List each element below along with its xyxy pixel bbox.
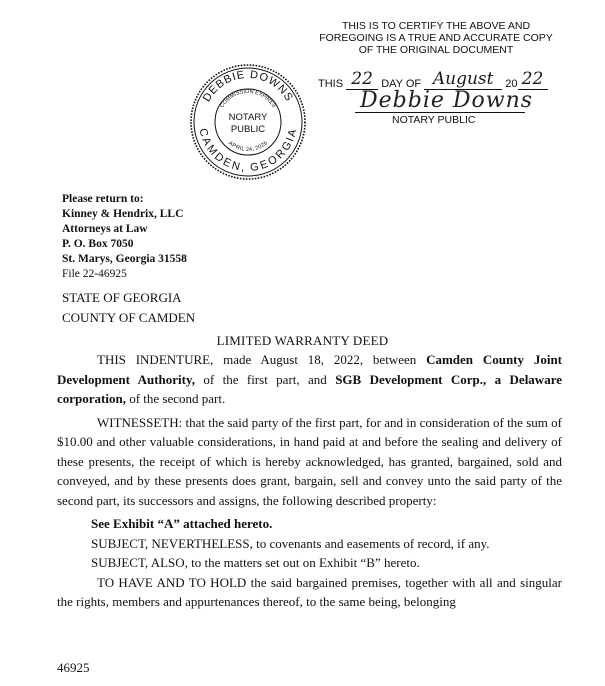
- return-address-block: [62, 192, 187, 282]
- subject-exhibit-b: SUBJECT, ALSO, to the matters set out on Exhibit “B” hereto.: [91, 555, 420, 570]
- return-firm: Kinney & Hendrix, LLC: [62, 208, 184, 220]
- certification-statement: THIS IS TO CERTIFY THE ABOVE AND FOREGOING IS A TRUE AND ACCURATE COPY OF THE ORIGINAL DOCUMENT: [319, 20, 553, 56]
- party-two: SGB Development Corp., a Delaware corporation,: [57, 371, 562, 406]
- indenture-text-c: of the second part.: [125, 391, 226, 406]
- witnesseth-paragraph: WITNESSETH: that the said party of the first part, for and in consideration of the sum of $10.00 and other valuable considerations, in hand paid at and before the sealing and delivery of these presents, the receipt of which is hereby acknowledged, has granted, bargained, sold and conveyed, and by these presents does grant, bargain, sell and convey unto the said party of the second part, its successors and assigns, the following described property:: [57, 414, 562, 508]
- notary-signature: Debbie Downs: [360, 88, 534, 113]
- seal-name: DEBBIE DOWNS: [200, 68, 296, 104]
- state-line: STATE OF GEORGIA: [62, 290, 182, 305]
- seal-expiry-date: APRIL 24, 2026: [227, 140, 270, 154]
- jurisdiction: [62, 288, 195, 328]
- seal-commission-expires: COMMISSION EXPIRES: [219, 88, 277, 109]
- seal-location: CAMDEN, GEORGIA: [196, 127, 300, 175]
- svg-text:COMMISSION EXPIRES: [219, 89, 277, 109]
- signature-line: [355, 112, 525, 113]
- day-handwritten: 22: [351, 69, 373, 89]
- habendum-paragraph: TO HAVE AND TO HOLD the said bargained premises, together with all and singular the rights, members and appurtenances thereof, to the same being, belonging: [57, 574, 562, 609]
- subject-covenants: SUBJECT, NEVERTHELESS, to covenants and easements of record, if any.: [91, 535, 490, 551]
- month-handwritten: August: [432, 69, 494, 89]
- county-line: COUNTY OF CAMDEN: [62, 310, 196, 325]
- notary-public-label: NOTARY PUBLIC: [392, 114, 476, 126]
- deed-title: LIMITED WARRANTY DEED: [216, 333, 389, 348]
- return-label: Please return to:: [62, 193, 144, 205]
- return-po-box: P. O. Box 7050: [62, 238, 134, 250]
- this-label: THIS: [318, 78, 344, 90]
- seal-public: PUBLIC: [230, 124, 266, 135]
- indenture-text-b: of the first part, and: [195, 371, 336, 387]
- notary-seal: [188, 62, 308, 182]
- day-of-label: DAY OF: [381, 78, 422, 90]
- indenture-paragraph: [57, 350, 562, 409]
- exhibit-reference: See Exhibit “A” attached hereto.: [91, 516, 273, 531]
- year-prefix: 20: [505, 78, 518, 90]
- year-handwritten: 22: [521, 69, 544, 89]
- page-footer-number: 46925: [57, 660, 90, 675]
- svg-text:DEBBIE DOWNS: [201, 69, 296, 104]
- party-one: Camden County Joint Development Authority,: [57, 352, 562, 387]
- return-city: St. Marys, Georgia 31558: [62, 253, 187, 265]
- file-number: File 22-46925: [62, 268, 127, 280]
- seal-notary: NOTARY: [228, 112, 268, 123]
- indenture-text-a: THIS INDENTURE, made August 18, 2022, between: [97, 352, 427, 367]
- deed-body: [57, 350, 562, 612]
- return-role: Attorneys at Law: [62, 223, 148, 235]
